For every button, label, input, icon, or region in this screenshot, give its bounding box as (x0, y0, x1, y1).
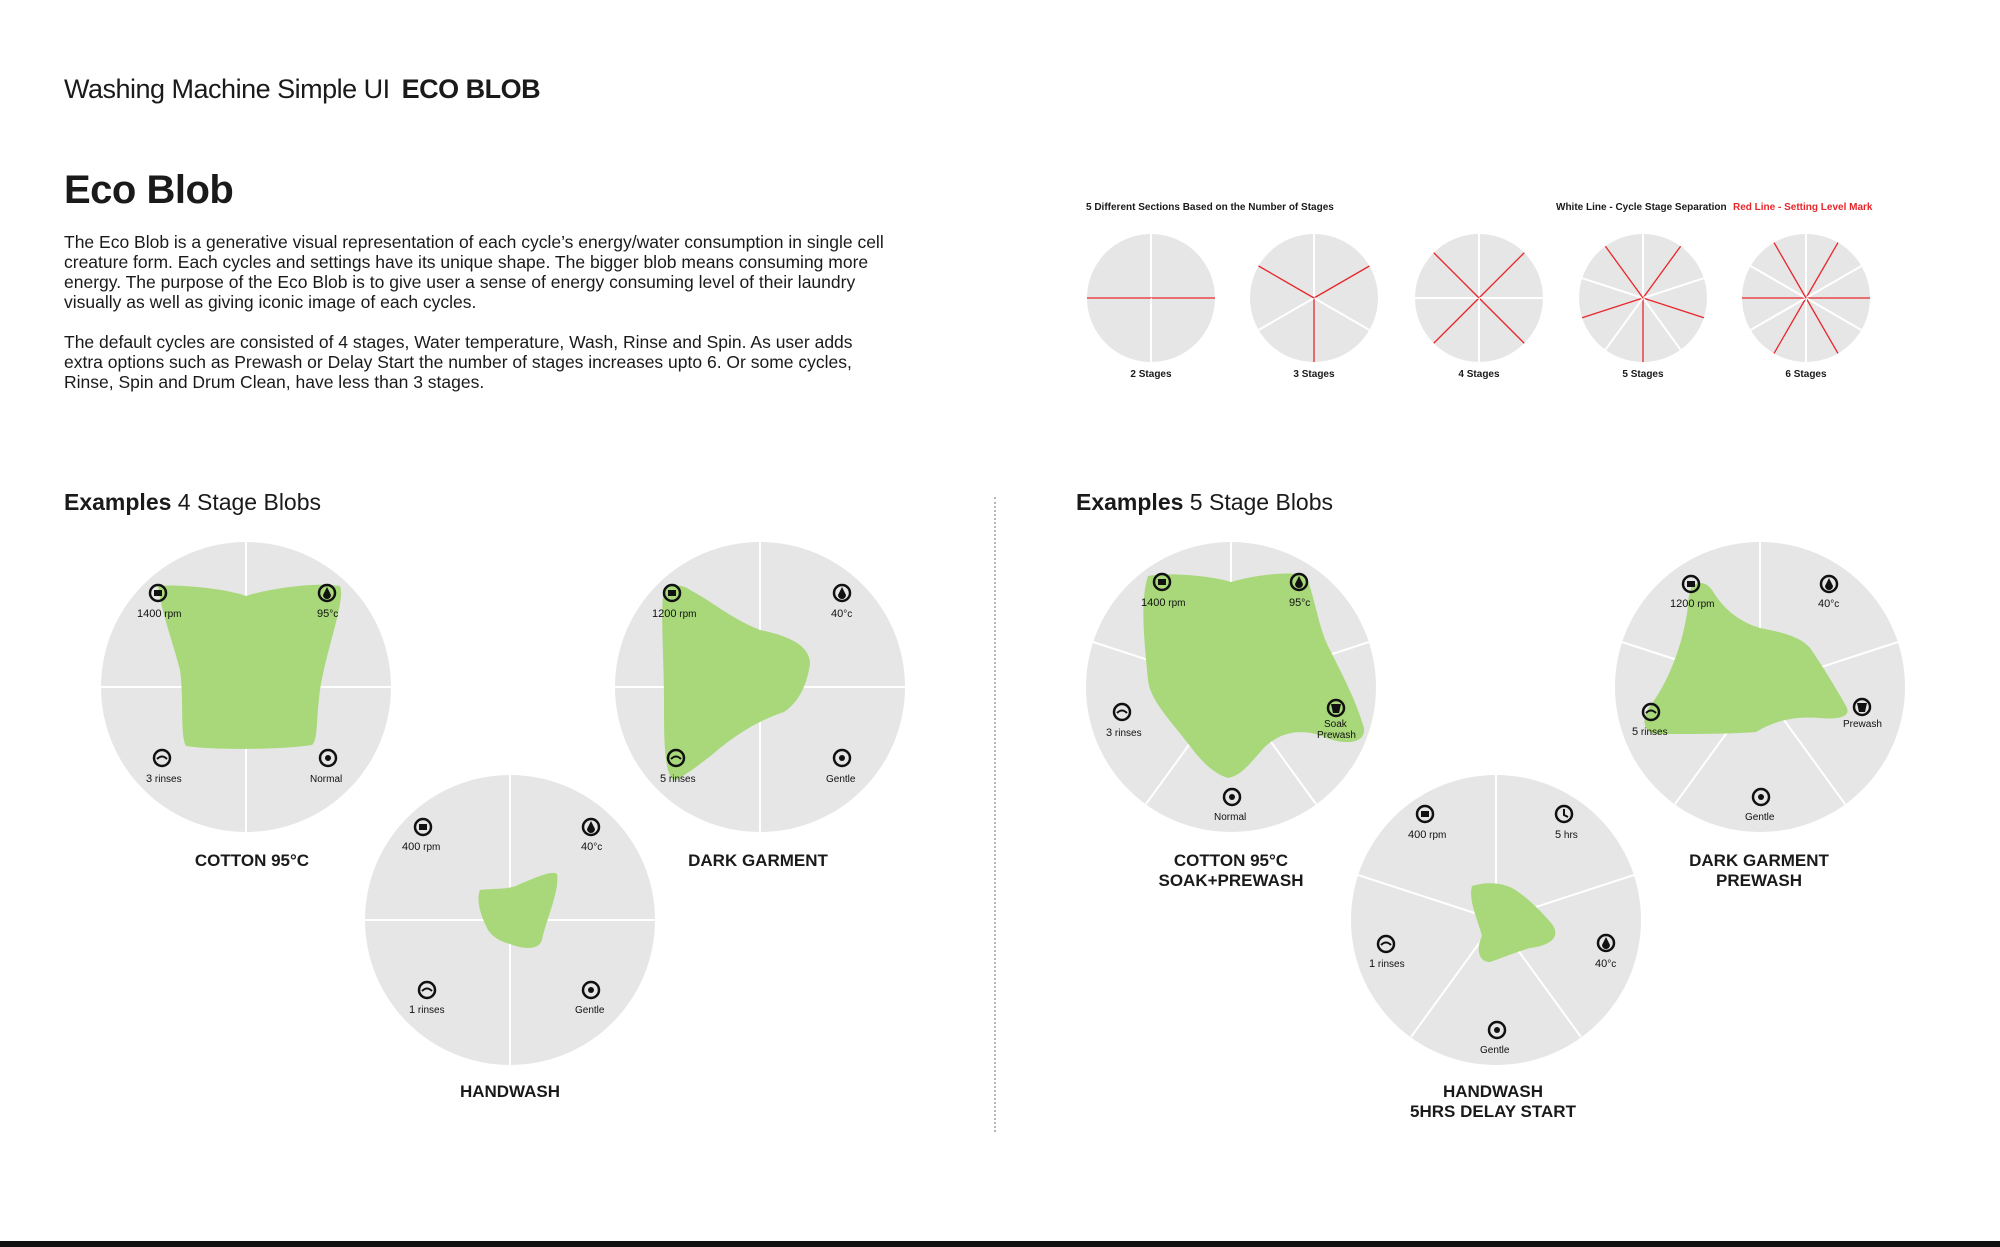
stage-label: 400 rpm (402, 841, 441, 853)
stage-label: 1400 rpm (1141, 597, 1186, 609)
stage-label: Gentle (1480, 1045, 1510, 1056)
stage-label: Gentle (1745, 812, 1775, 823)
intro-paragraph-2: The default cycles are consisted of 4 stages, Water temperature, Wash, Rinse and Spin. As user adds extra options such as Prewash or Delay Start the number of stages increases upto 6. Or some cycles, Rinse, Spin and Drum Clean, have less than 3 stages. (64, 332, 853, 392)
stage-label: Normal (1214, 812, 1247, 823)
sections-heading: 5 Different Sections Based on the Number of Stages (1086, 202, 1334, 213)
blob-label-line-1: COTTON 95°C (1173, 851, 1289, 870)
blob-label-line-2: PREWASH (1716, 871, 1802, 890)
stage-label: 40°c (1595, 958, 1617, 970)
blob-label-line-1: DARK GARMENT (1689, 851, 1829, 870)
blob-dark-garment (615, 542, 905, 832)
intro-paragraph-1: The Eco Blob is a generative visual representation of each cycle’s energy/water consumption in single cell creature form. Each cycles and settings have its unique shape. The bigger blob means consuming more energy. The purpose of the Eco Blob is to give user a sense of energy consuming level of their laundry visually as well as giving iconic image of each cycles. (64, 232, 884, 312)
sections-caption-6: 6 Stages (1785, 369, 1827, 380)
wash-icon-drum (1229, 794, 1235, 800)
blob-label-handwash: HANDWASH (459, 1082, 561, 1101)
stage-label: 1200 rpm (1670, 598, 1715, 610)
blob-label-cotton-soak (1071, 851, 1391, 891)
sections-caption-5: 5 Stages (1622, 369, 1664, 380)
examples-5-heading-light: 5 Stage Blobs (1189, 489, 1334, 515)
stage-label: 3 rinses (1106, 727, 1142, 739)
blob-cotton-95-soak-prewash (1086, 542, 1376, 832)
blob-label-dark-prewash (1599, 851, 1919, 891)
page-bottom-bar (0, 1241, 2000, 1247)
stage-label: 1 rinses (409, 1004, 445, 1016)
blob-label-dark-garment: DARK GARMENT (688, 851, 828, 870)
blob-handwash-delay (1351, 775, 1641, 1065)
blob-label-line-2: 5HRS DELAY START (1410, 1102, 1576, 1121)
sections-caption-3: 3 Stages (1293, 369, 1335, 380)
wash-icon-drum (588, 987, 594, 993)
stage-label: 40°c (581, 841, 603, 853)
wash-icon-drum (325, 755, 331, 761)
stage-label: Prewash (1317, 730, 1356, 741)
spin-icon-inner (154, 590, 162, 596)
examples-4-heading-light: 4 Stage Blobs (177, 489, 322, 515)
section-title: Eco Blob (64, 168, 234, 212)
stage-label: 40°c (831, 608, 853, 620)
spin-icon-inner (668, 590, 676, 596)
blob-label-line-1: HANDWASH (1442, 1082, 1544, 1101)
stage-label: Normal (310, 774, 343, 785)
blob-label-line-2: SOAK+PREWASH (1158, 871, 1304, 890)
stage-label: 1400 rpm (137, 608, 182, 620)
header-title-bold: ECO BLOB (401, 74, 541, 104)
stage-label: 95°c (317, 608, 339, 620)
spin-icon-inner (419, 824, 427, 830)
spin-icon-inner (1158, 579, 1166, 585)
stage-label: Gentle (575, 1005, 605, 1016)
blob-handwash (365, 775, 655, 1065)
wash-icon-drum (839, 755, 845, 761)
sections-caption-2: 2 Stages (1130, 369, 1172, 380)
spin-icon-inner (1687, 581, 1695, 587)
wash-icon-drum (1758, 794, 1764, 800)
blob-label-handwash-delay (1333, 1082, 1653, 1122)
stage-label: 5 rinses (1632, 726, 1668, 738)
white-line-note: White Line - Cycle Stage Separation (1556, 202, 1727, 213)
examples-4-heading-bold: Examples (64, 489, 172, 515)
blob-dark-garment-prewash (1615, 542, 1905, 832)
blob-label-cotton-95: COTTON 95°C (194, 851, 310, 870)
header-title-light: Washing Machine Simple UI (64, 74, 390, 104)
eco-blob-shape (158, 585, 341, 749)
stage-label: 40°c (1818, 598, 1840, 610)
stage-label: Prewash (1843, 719, 1882, 730)
red-line-note: Red Line - Setting Level Mark (1733, 202, 1873, 213)
stage-label: Gentle (826, 774, 856, 785)
stage-label: 1200 rpm (652, 608, 697, 620)
stage-label: 3 rinses (146, 773, 182, 785)
stage-label: 1 rinses (1369, 958, 1405, 970)
stage-label: 5 hrs (1555, 829, 1578, 841)
stage-label: Soak (1324, 719, 1347, 730)
stage-label: 5 rinses (660, 773, 696, 785)
wash-icon-drum (1494, 1027, 1500, 1033)
sections-caption-4: 4 Stages (1458, 369, 1500, 380)
examples-5-heading-bold: Examples (1076, 489, 1184, 515)
stage-label: 400 rpm (1408, 829, 1447, 841)
stage-label: 95°c (1289, 597, 1311, 609)
blob-cotton-95 (101, 542, 391, 832)
spin-icon-inner (1421, 811, 1429, 817)
